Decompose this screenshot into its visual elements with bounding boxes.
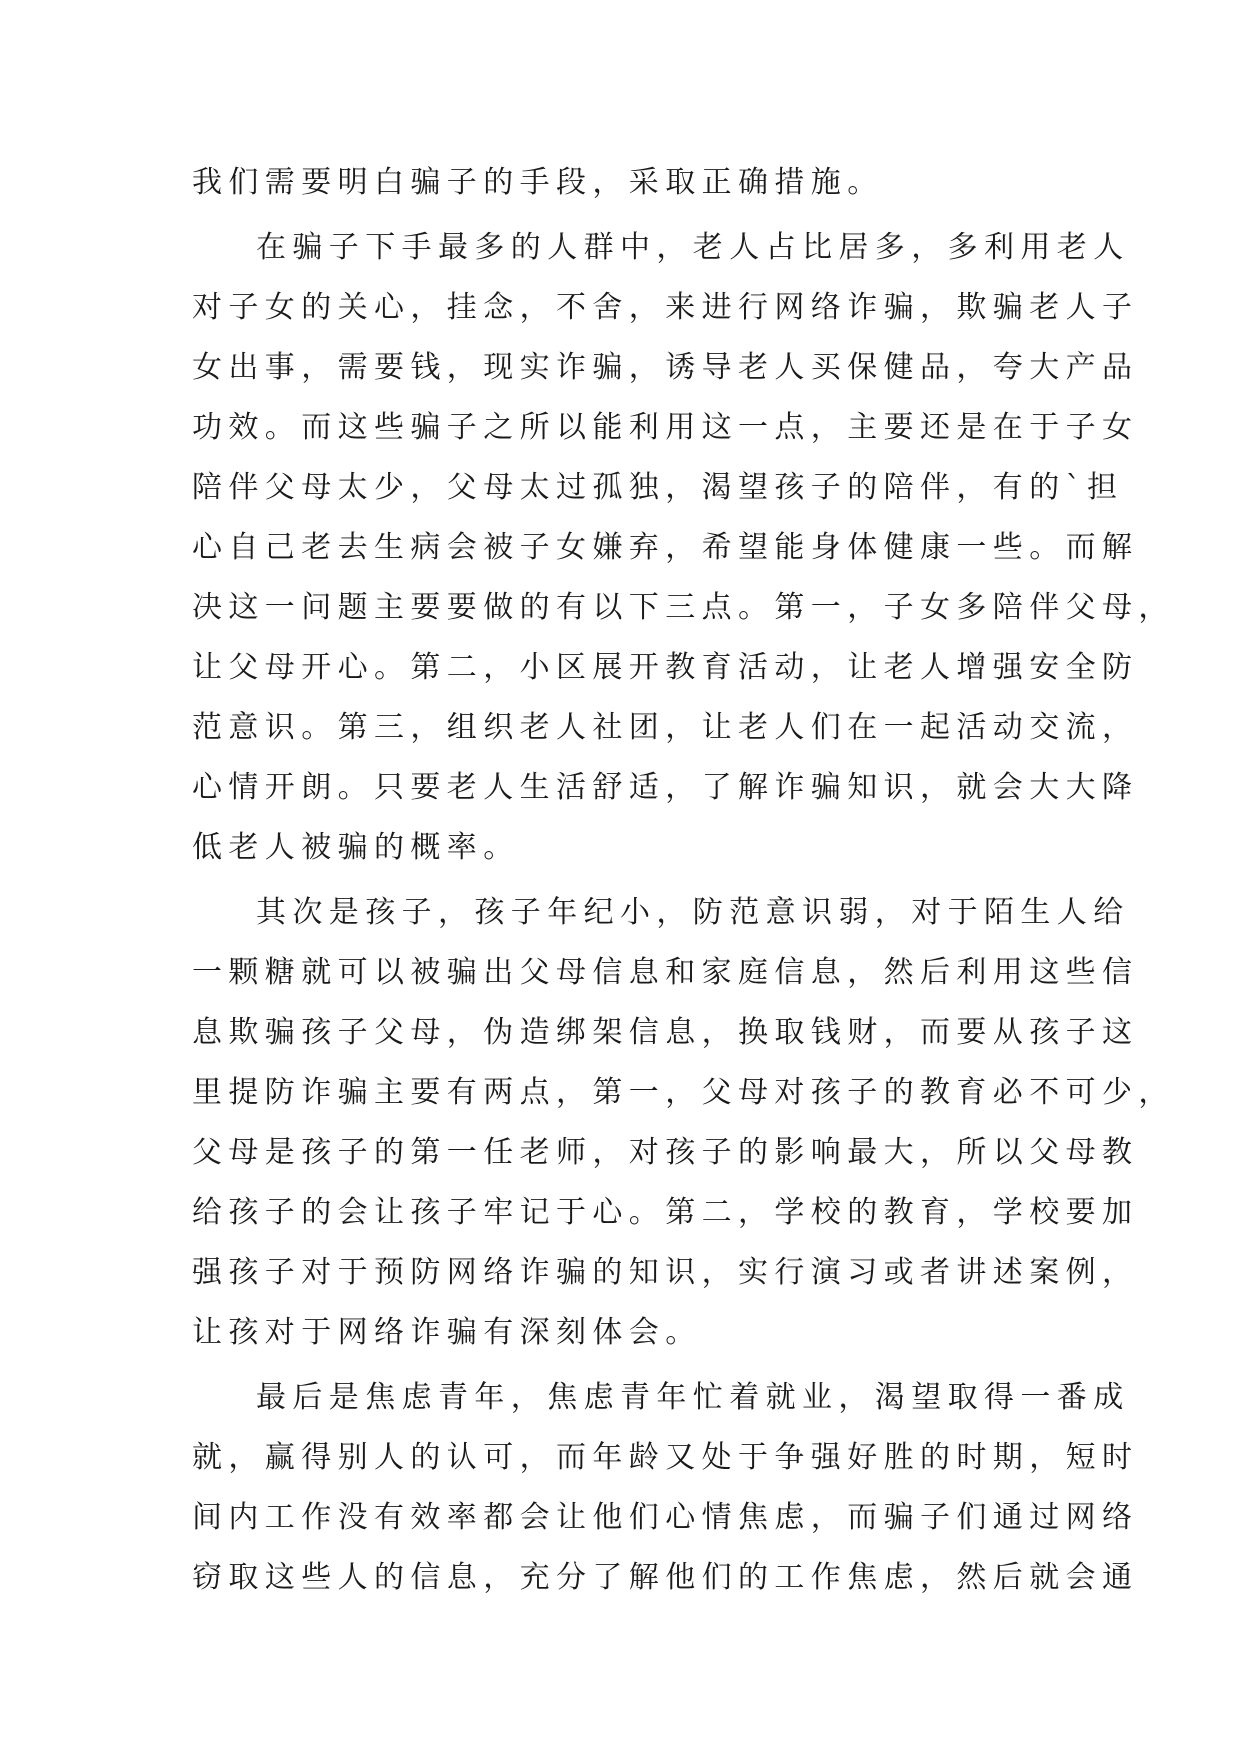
text-line: 息欺骗孩子父母，伪造绑架信息，换取钱财，而要从孩子这	[192, 1015, 1139, 1050]
text-line: 范意识。第三，组织老人社团，让老人们在一起活动交流，	[192, 710, 1139, 745]
document-body	[192, 153, 1175, 1608]
text-line: 强孩子对于预防网络诈骗的知识，实行演习或者讲述案例，	[192, 1255, 1139, 1290]
text-line: 对子女的关心，挂念，不舍，来进行网络诈骗，欺骗老人子	[192, 290, 1139, 325]
text-line: 最后是焦虑青年，焦虑青年忙着就业，渴望取得一番成	[256, 1380, 1130, 1415]
text-line: 心自己老去生病会被子女嫌弃，希望能身体健康一些。而解	[192, 530, 1139, 565]
text-line: 让父母开心。第二，小区展开教育活动，让老人增强安全防	[192, 650, 1139, 685]
text-line: 里提防诈骗主要有两点，第一，父母对孩子的教育必不可少，	[192, 1075, 1175, 1110]
text-line: 陪伴父母太少，父母太过孤独，渴望孩子的陪伴，有的`担	[192, 470, 1124, 505]
text-line: 其次是孩子，孩子年纪小，防范意识弱，对于陌生人给	[256, 895, 1130, 930]
text-line: 父母是孩子的第一任老师，对孩子的影响最大，所以父母教	[192, 1135, 1139, 1170]
text-line: 让孩对于网络诈骗有深刻体会。	[192, 1315, 702, 1350]
text-line: 功效。而这些骗子之所以能利用这一点，主要还是在于子女	[192, 410, 1139, 445]
text-line: 窃取这些人的信息，充分了解他们的工作焦虑，然后就会通	[192, 1560, 1139, 1595]
text-line: 心情开朗。只要老人生活舒适，了解诈骗知识，就会大大降	[192, 770, 1139, 805]
text-line: 我们需要明白骗子的手段，采取正确措施。	[192, 165, 884, 200]
text-line: 给孩子的会让孩子牢记于心。第二，学校的教育，学校要加	[192, 1195, 1139, 1230]
text-line: 一颗糖就可以被骗出父母信息和家庭信息，然后利用这些信	[192, 955, 1139, 990]
text-line: 女出事，需要钱，现实诈骗，诱导老人买保健品，夸大产品	[192, 350, 1139, 385]
text-line: 决这一问题主要要做的有以下三点。第一，子女多陪伴父母，	[192, 590, 1175, 625]
text-line: 低老人被骗的概率。	[192, 830, 520, 865]
text-line: 就，赢得别人的认可，而年龄又处于争强好胜的时期，短时	[192, 1440, 1139, 1475]
text-line: 在骗子下手最多的人群中，老人占比居多，多利用老人	[256, 230, 1130, 265]
text-line: 间内工作没有效率都会让他们心情焦虑，而骗子们通过网络	[192, 1500, 1139, 1535]
